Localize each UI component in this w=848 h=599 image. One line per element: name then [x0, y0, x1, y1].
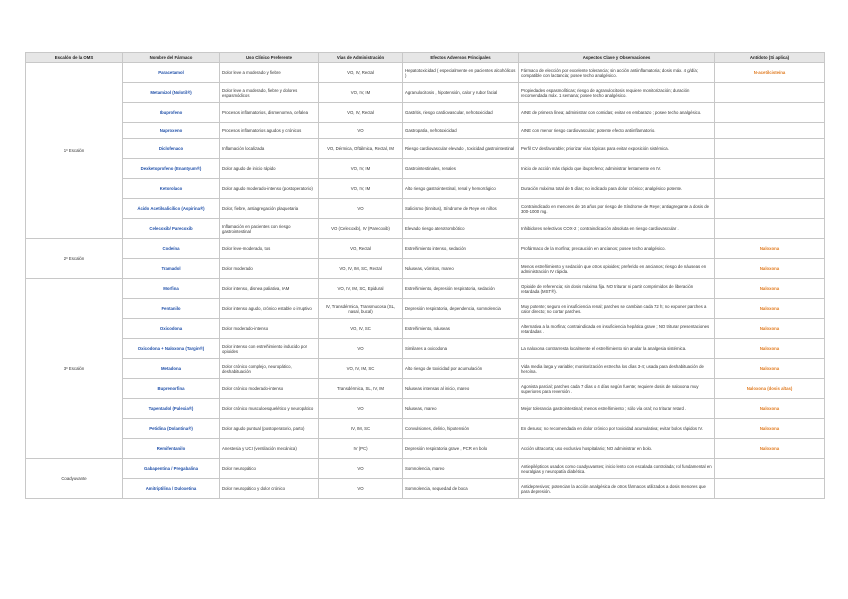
route-cell: VO: [319, 459, 403, 479]
antidote-cell: [715, 459, 825, 479]
table-row: [26, 399, 825, 419]
effects-cell: Depresión respiratoria, dependencia, somnolencia: [403, 299, 519, 319]
use-cell: Dolor leve-moderado, tos: [220, 239, 319, 259]
use-cell: Dolor leve a moderado, fiebre y dolores espasmódicos: [220, 83, 319, 103]
table-row: [26, 103, 825, 123]
route-cell: VO, IV, Rectal: [319, 103, 403, 123]
effects-cell: Estreñimiento intenso, sedación: [403, 239, 519, 259]
use-cell: Dolor moderado-intenso: [220, 319, 319, 339]
route-cell: VO, IV, IM: [319, 83, 403, 103]
table-row: [26, 379, 825, 399]
use-cell: Dolor moderado: [220, 259, 319, 279]
notes-cell: Inhibidores selectivos COX-2 ; contraindicación absoluta en riesgo cardiovascular .: [519, 219, 715, 239]
use-cell: Dolor neuropático y dolor crónico: [220, 479, 319, 499]
antidote-cell: [715, 199, 825, 219]
use-cell: Dolor intenso, disnea paliativa, IAM: [220, 279, 319, 299]
effects-cell: Náuseas intensas al inicio, mareo: [403, 379, 519, 399]
drug-name-cell: Oxicodona: [123, 319, 220, 339]
notes-cell: Vida media larga y variable; monitorización estrecha los días 3-4; usada para deshabituación de heroína.: [519, 359, 715, 379]
header-cell: Aspectos Clave y Observaciones: [519, 53, 715, 63]
drug-name-cell: Ibuprofeno: [123, 103, 220, 123]
drug-name-cell: Dexketoprofeno (Enantyum®): [123, 159, 220, 179]
use-cell: Dolor crónico complejo, neuropático, deshabituación: [220, 359, 319, 379]
use-cell: Anestesia y UCI (ventilación mecánica): [220, 439, 319, 459]
drug-name-cell: Tramadol: [123, 259, 220, 279]
notes-cell: Perfil CV desfavorable; priorizar vías tópicas para evitar exposición sistémica.: [519, 139, 715, 159]
route-cell: IV (PC): [319, 439, 403, 459]
effects-cell: Gastrointestinales, renales: [403, 159, 519, 179]
analgesic-table: [25, 52, 825, 499]
effects-cell: Alto riesgo de toxicidad por acumulación: [403, 359, 519, 379]
route-cell: VO, Dérmica, Oftálmica, Rectal, IM: [319, 139, 403, 159]
table-row: [26, 139, 825, 159]
header-cell: Efectos Adversos Principales: [403, 53, 519, 63]
drug-name-cell: Amitriptilina / Duloxetina: [123, 479, 220, 499]
notes-cell: Agonista parcial; parches cada 7 días o 4 días según fuente; requiere dosis de naloxona muy superiores para reversión .: [519, 379, 715, 399]
drug-name-cell: Naproxeno: [123, 123, 220, 139]
effects-cell: Salicismo (tinnitus), Síndrome de Reye en niños: [403, 199, 519, 219]
use-cell: Dolor crónico musculoesquelético y neuropático: [220, 399, 319, 419]
drug-name-cell: Codeína: [123, 239, 220, 259]
antidote-cell: [715, 219, 825, 239]
table-row: [26, 359, 825, 379]
route-cell: VO, IV, IM, SC: [319, 359, 403, 379]
oms-step-cell: 2º Escalón: [26, 239, 123, 279]
route-cell: VO: [319, 123, 403, 139]
use-cell: Dolor agudo de inicio rápido: [220, 159, 319, 179]
antidote-cell: Naloxona: [715, 359, 825, 379]
route-cell: VO, Rectal: [319, 239, 403, 259]
table-row: [26, 419, 825, 439]
use-cell: Dolor intenso con estreñimiento inducido por opioides: [220, 339, 319, 359]
table-row: [26, 299, 825, 319]
antidote-cell: [715, 123, 825, 139]
table-row: [26, 319, 825, 339]
effects-cell: Somnolencia, mareo: [403, 459, 519, 479]
route-cell: VO, IV, IM: [319, 159, 403, 179]
table-row: [26, 159, 825, 179]
effects-cell: Elevado riesgo aterotrombótico: [403, 219, 519, 239]
route-cell: VO: [319, 339, 403, 359]
notes-cell: Alternativa a la morfina; contraindicada en insuficiencia hepática grave ; NO triturar presentaciones retardadas .: [519, 319, 715, 339]
drug-name-cell: Morfina: [123, 279, 220, 299]
antidote-cell: [715, 179, 825, 199]
table-row: [26, 339, 825, 359]
effects-cell: Náuseas, mareo: [403, 399, 519, 419]
table-row: [26, 479, 825, 499]
antidote-cell: Naloxona: [715, 339, 825, 359]
antidote-cell: Naloxona: [715, 239, 825, 259]
antidote-cell: Naloxona: [715, 279, 825, 299]
route-cell: VO, IV, IM, SC, Rectal: [319, 259, 403, 279]
notes-cell: Inicio de acción más rápido que ibuprofeno; administrar lentamente en IV.: [519, 159, 715, 179]
notes-cell: Propiedades espasmolíticas; riesgo de agranulocitosis requiere monitorización; duración recomendada máx. 1 semana; posee techo analgésico.: [519, 83, 715, 103]
drug-name-cell: Fentanilo: [123, 299, 220, 319]
antidote-cell: [715, 479, 825, 499]
oms-step-cell: Coadyuvante: [26, 459, 123, 499]
effects-cell: Gastropatía, nefrotoxicidad: [403, 123, 519, 139]
use-cell: Dolor agudo puntual (postoperatorio, parto): [220, 419, 319, 439]
header-row: [26, 53, 825, 63]
drug-name-cell: Petidina (Dolantina®): [123, 419, 220, 439]
effects-cell: Gastritis, riesgo cardiovascular, nefrotoxicidad: [403, 103, 519, 123]
drug-name-cell: Ácido Acetilsalicílico (Aspirina®): [123, 199, 220, 219]
drug-name-cell: Ketorolaco: [123, 179, 220, 199]
use-cell: Procesos inflamatorios agudos y crónicos: [220, 123, 319, 139]
effects-cell: Hepatotoxicidad ( especialmente en pacientes alcohólicos ): [403, 63, 519, 83]
notes-cell: Antidepresivos; potencian la acción analgésica de otros fármacos utilizados a dosis menores que para depresión.: [519, 479, 715, 499]
effects-cell: Agranulocitosis , hipotensión, calor y rubor facial: [403, 83, 519, 103]
use-cell: Inflamación localizada: [220, 139, 319, 159]
drug-name-cell: Oxicodona + Naloxona (Targin®): [123, 339, 220, 359]
notes-cell: Duración máxima total de 5 días; no indicado para dolor crónico; analgésico potente.: [519, 179, 715, 199]
drug-name-cell: Remifentanilo: [123, 439, 220, 459]
notes-cell: Acción ultracorta; uso exclusivo hospitalario; NO administrar en bolo.: [519, 439, 715, 459]
table-row: [26, 123, 825, 139]
use-cell: Procesos inflamatorios, dismenorrea, cefalea: [220, 103, 319, 123]
oms-step-cell: 1º Escalón: [26, 63, 123, 239]
header-cell: Nombre del Fármaco: [123, 53, 220, 63]
notes-cell: Opioide de referencia; sin dosis máxima fija. NO triturar ni partir comprimidos de liberación retardada (MST®).: [519, 279, 715, 299]
route-cell: VO, IV, IM, SC, Epidural: [319, 279, 403, 299]
notes-cell: Menos estreñimiento y sedación que otros opioides; preferido en ancianos; riesgo de náuseas en administración IV rápida.: [519, 259, 715, 279]
notes-cell: Fármaco de elección por excelente tolerancia; sin acción antiinflamatoria; dosis máx. 4 g/día; compatible con lactancia; posee techo analgésico.: [519, 63, 715, 83]
notes-cell: La naloxona contrarresta localmente el estreñimiento sin anular la analgesia sistémica.: [519, 339, 715, 359]
table-row: [26, 199, 825, 219]
antidote-cell: Naloxona: [715, 299, 825, 319]
header-cell: Escalón de la OMS: [26, 53, 123, 63]
notes-cell: En desuso; no recomendada en dolor crónico por toxicidad acumulativa; evitar bolos rápidos IV.: [519, 419, 715, 439]
table-row: [26, 459, 825, 479]
route-cell: VO: [319, 479, 403, 499]
effects-cell: Estreñimiento, depresión respiratoria, sedación: [403, 279, 519, 299]
table-row: [26, 219, 825, 239]
antidote-cell: N-acetilcisteína: [715, 63, 825, 83]
notes-cell: AINE de primera línea; administrar con comidas; evitar en embarazo ; posee techo analgésico.: [519, 103, 715, 123]
table-row: [26, 279, 825, 299]
antidote-cell: Naloxona: [715, 259, 825, 279]
use-cell: Dolor, fiebre, antiagregación plaquetaria: [220, 199, 319, 219]
route-cell: VO, IV, IM: [319, 179, 403, 199]
header-cell: Antídoto (Si aplica): [715, 53, 825, 63]
drug-name-cell: Metadona: [123, 359, 220, 379]
effects-cell: Alto riesgo gastrointestinal, renal y hemorrágico: [403, 179, 519, 199]
route-cell: VO: [319, 199, 403, 219]
notes-cell: AINE con menor riesgo cardiovascular; potente efecto antiinflamatorio.: [519, 123, 715, 139]
antidote-cell: [715, 159, 825, 179]
antidote-cell: Naloxona: [715, 439, 825, 459]
table-row: [26, 83, 825, 103]
antidote-cell: [715, 83, 825, 103]
notes-cell: Profármaco de la morfina; precaución en ancianos; posee techo analgésico.: [519, 239, 715, 259]
notes-cell: Antiepilépticos usados como coadyuvantes; inicio lento con escalada controlada; rol fundamental en neuralgias y neuropatía diabética.: [519, 459, 715, 479]
effects-cell: Náuseas, vómitos, mareo: [403, 259, 519, 279]
antidote-cell: [715, 139, 825, 159]
use-cell: Dolor neuropático: [220, 459, 319, 479]
route-cell: VO: [319, 399, 403, 419]
drug-name-cell: Celecoxib/ Parecoxib: [123, 219, 220, 239]
notes-cell: Contraindicado en menores de 16 años por riesgo de Síndrome de Reye; antiagregante a dosis de 300-1000 mg.: [519, 199, 715, 219]
route-cell: IV, Transdérmica, Transmucosa (SL, nasal, bucal): [319, 299, 403, 319]
table-row: [26, 239, 825, 259]
drug-name-cell: Tapentadol (Palexia®): [123, 399, 220, 419]
use-cell: Inflamación en pacientes con riesgo gastrointestinal: [220, 219, 319, 239]
effects-cell: Convulsiones, delirio, hipotensión: [403, 419, 519, 439]
route-cell: Transdérmica, SL, IV, IM: [319, 379, 403, 399]
table-row: [26, 439, 825, 459]
table-row: [26, 179, 825, 199]
antidote-cell: [715, 103, 825, 123]
drug-name-cell: Paracetamol: [123, 63, 220, 83]
oms-step-cell: 3º Escalón: [26, 279, 123, 459]
use-cell: Dolor leve a moderado y fiebre: [220, 63, 319, 83]
use-cell: Dolor intenso agudo, crónico estable o irruptivo: [220, 299, 319, 319]
effects-cell: Depresión respiratoria grave , PCR en bolo: [403, 439, 519, 459]
antidote-cell: Naloxona: [715, 419, 825, 439]
notes-cell: Muy potente; seguro en insuficiencia renal; parches se cambian cada 72 h; no exponer parches a calor directo; no cortar parches.: [519, 299, 715, 319]
antidote-cell: Naloxona (dosis altas): [715, 379, 825, 399]
effects-cell: Riesgo cardiovascular elevado , toxicidad gastrointestinal: [403, 139, 519, 159]
effects-cell: Estreñimiento, náuseas: [403, 319, 519, 339]
route-cell: VO, IV, Rectal: [319, 63, 403, 83]
route-cell: VO, IV, SC: [319, 319, 403, 339]
effects-cell: Similares a oxicodona: [403, 339, 519, 359]
use-cell: Dolor crónico moderado-intenso: [220, 379, 319, 399]
header-cell: Vías de Administración: [319, 53, 403, 63]
table-body: [26, 63, 825, 499]
route-cell: VO (Celecoxib), IV (Parecoxib): [319, 219, 403, 239]
header-cell: Uso Clínico Preferente: [220, 53, 319, 63]
drug-name-cell: Diclofenaco: [123, 139, 220, 159]
use-cell: Dolor agudo moderado-intenso (postoperatorio): [220, 179, 319, 199]
drug-name-cell: Metamizol (Nolotil®): [123, 83, 220, 103]
table-row: [26, 259, 825, 279]
table-row: [26, 63, 825, 83]
drug-name-cell: Buprenorfina: [123, 379, 220, 399]
notes-cell: Mejor tolerancia gastrointestinal; menos estreñimiento ; sólo vía oral; no triturar retard .: [519, 399, 715, 419]
antidote-cell: Naloxona: [715, 319, 825, 339]
effects-cell: Somnolencia, sequedad de boca: [403, 479, 519, 499]
drug-name-cell: Gabapentina / Pregabalina: [123, 459, 220, 479]
spreadsheet-page: [25, 52, 824, 499]
route-cell: IV, IM, SC: [319, 419, 403, 439]
antidote-cell: Naloxona: [715, 399, 825, 419]
